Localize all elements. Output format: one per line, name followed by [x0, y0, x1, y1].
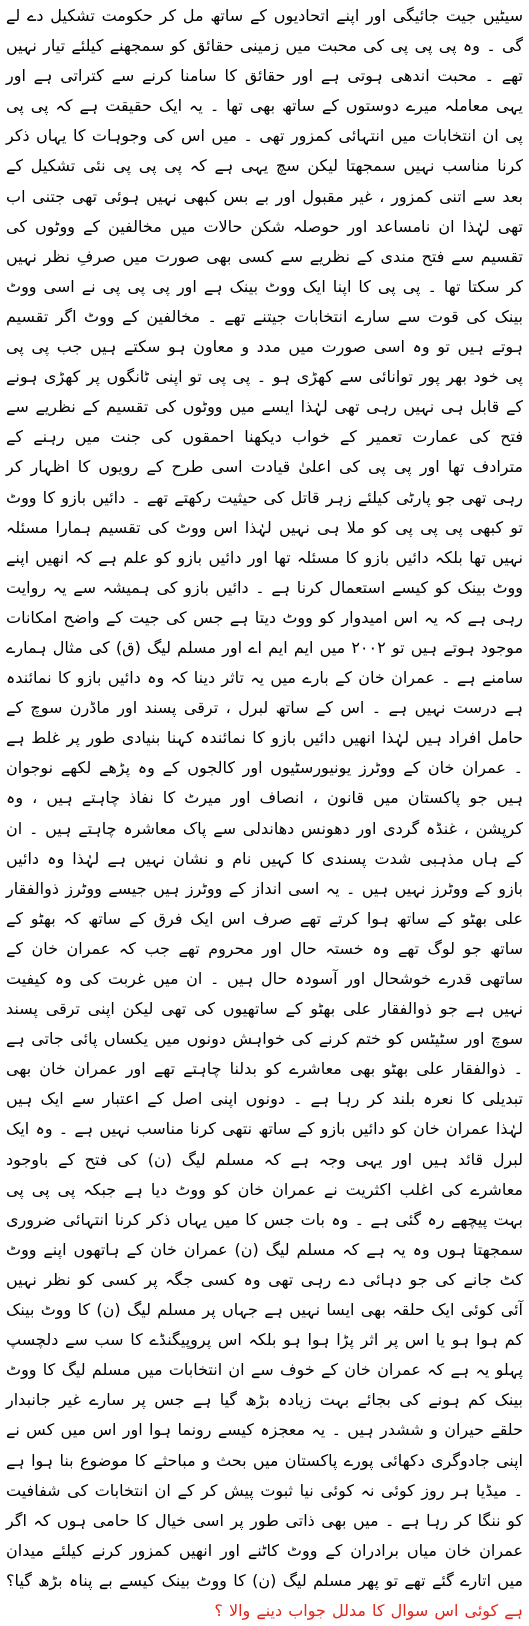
article-text: [6, 0, 523, 1626]
article-body: سیٹیں جیت جائیگی اور اپنے اتحادیوں کے ساتھ مل کر حکومت تشکیل دے لے گی ۔ وہ پی پی پی کی محبت میں زمینی حقائق کو سمجھنے کیلئے تیار نہیں تھے ۔ محبت اندھی ہوتی ہے اور حقائق کا سامنا کرنے سے کتراتی ہے اور یہی معاملہ میرے دوستوں کے ساتھ بھی تھا ۔ یہ ایک حقیقت ہے کہ پی پی پی ان انتخابات میں انتہائی کمزور تھی ۔ میں اس کی وجوہات کا یہاں ذکر کرنا مناسب نہیں سمجھتا لیکن سچ یہی ہے کہ پی پی پی نئی تشکیل کے بعد سے اتنی کمزور ، غیر مقبول اور بے بس کبھی نہیں ہوئی تھی جتنی اب تھی لہٰذا ان نامساعد اور حوصلہ شکن حالات میں مخالفین کے ووٹوں کی تقسیم سے فتح مندی کے نظریے سے کسی بھی صورت میں صرفِ نظر نہیں کر سکتا تھا ۔ پی پی کا اپنا ایک ووٹ بینک ہے اور پی پی پی نے اسی ووٹ بینک کی قوت سے سارے انتخابات جیتنے تھے ۔ مخالفین کے ووٹ اگر تقسیم ہوتے ہیں تو وہ اسی صورت میں مدد و معاون ہو سکتے ہیں جب پی پی پی خود بھر پور توانائی سے کھڑی ہو ۔ پی پی تو اپنی ٹانگوں پر کھڑی ہونے کے قابل ہی نہیں رہی تھی لہٰذا ایسے میں ووٹوں کی تقسیم کے نظریے سے فتح کی عمارت تعمیر کے خواب دیکھنا احمقوں کی جنت میں رہنے کے مترادف تھا اور پی پی کی اعلیٰ قیادت اسی طرح کے رویوں کا اظہار کر رہی تھی جو پارٹی کیلئے زہر قاتل کی حیثیت رکھتے تھے ۔ دائیں بازو کا ووٹ تو کبھی پی پی پی کو ملا ہی نہیں لہٰذا اس ووٹ کی تقسیم ہمارا مسئلہ نہیں تھا بلکہ دائیں بازو کا مسئلہ تھا اور دائیں بازو کو علم ہے کہ انھیں اپنے ووٹ بینک کو کیسے استعمال کرنا ہے ۔ دائیں بازو کی ہمیشہ سے یہ روایت رہی ہے کہ یہ اس امیدوار کو ووٹ دیتا ہے جس کی جیت کے واضح امکانات موجود ہوتے ہیں تو ۲۰۰۲ میں ایم ایم اے اور مسلم لیگ (ق) کی مثال ہمارے سامنے ہے ۔ عمران خان کے بارے میں یہ تاثر دینا کہ وہ دائیں بازو کا نمائندہ ہے درست نہیں ہے ۔ اس کے ساتھ لبرل ، ترقی پسند اور ماڈرن سوچ کے حامل افراد ہیں لہٰذا انھیں دائیں بازو کا نمائندہ کہنا بنیادی طور پر غلط ہے ۔ عمران خان کے ووٹرز یونیورسٹیوں اور کالجوں کے وہ پڑھے لکھے نوجوان ہیں جو پاکستان میں قانون ، انصاف اور میرٹ کا نفاذ چاہتے ہیں ، وہ کرپشن ، غنڈہ گردی اور دھونس دھاندلی سے پاک معاشرہ چاہتے ہیں ۔ ان کے ہاں مذہبی شدت پسندی کا کہیں نام و نشان نہیں ہے لہٰذا وہ دائیں بازو کے ووٹرز نہیں ہیں ۔ یہ اسی انداز کے ووٹرز ہیں جیسے ووٹرز ذوالفقار علی بھٹو کے ساتھ ہوا کرتے تھے صرف اس ایک فرق کے ساتھ کہ بھٹو کے ساتھ جو لوگ تھے وہ خستہ حال اور محروم تھے جب کہ عمران خان کے ساتھی قدرے خوشحال اور آسودہ حال ہیں ۔ ان میں غربت کی وہ کیفیت نہیں ہے جو ذوالفقار علی بھٹو کے ساتھیوں کی تھی لیکن اپنی ترقی پسند سوچ اور سٹیٹس کو ختم کرنے کی خواہش دونوں میں یکساں پائی جاتی ہے ۔ ذوالفقار علی بھٹو بھی معاشرے کو بدلنا چاہتے تھے اور عمران خان بھی تبدیلی کا نعرہ بلند کر رہا ہے ۔ دونوں اپنی اصل کے اعتبار سے ایک ہیں لہٰذا عمران خان کو دائیں بازو کے ساتھ نتھی کرنا مناسب نہیں ہے ۔ وہ ایک لبرل قائد ہیں اور یہی وجہ ہے کہ مسلم لیگ (ن) کی فتح کے باوجود معاشرے کی اغلب اکثریت نے عمران خان کو ووٹ دیا ہے جبکہ پی پی پی بہت پیچھے رہ گئی ہے ۔ وہ بات جس کا میں یہاں ذکر کرنا انتہائی ضروری سمجھتا ہوں وہ یہ ہے کہ مسلم لیگ (ن) عمران خان کے ہاتھوں اپنے ووٹ کٹ جانے کی جو دہائی دے رہی تھی وہ کسی جگہ پر کسی کو نظر نہیں آئی کوئی ایک حلقہ بھی ایسا نہیں ہے جہاں پر مسلم لیگ (ن) کا ووٹ بینک کم ہوا ہو یا اس پر اثر پڑا ہوا ہو بلکہ اس پروپیگنڈے کا سب سے دلچسپ پہلو یہ ہے کہ عمران خان کے خوف سے ان انتخابات میں مسلم لیگ کا ووٹ بینک کم ہونے کی بجائے بہت زیادہ بڑھ گیا ہے جس پر سارے غیر جانبدار حلقے حیران و ششدر ہیں ۔ یہ معجزہ کیسے رونما ہوا اور اس میں کس نے اپنی جادوگری دکھائی پورے پاکستان میں بحث و مباحثے کا موضوع بنا ہوا ہے ۔ میڈیا ہر روز کوئی نہ کوئی نیا ثبوت پیش کر کے ان انتخابات کی شفافیت کو ننگا کر رہا ہے ۔ میں بھی ذاتی طور پر اسی خیال کا حامی ہوں کہ اگر عمران خان میاں برادران کے ووٹ کاٹنے اور انھیں کمزور کرنے کیلئے میدان میں اتارے گئے تھے تو پھر مسلم لیگ (ن) کا ووٹ بینک کیسے بے پناہ بڑھ گیا؟: [6, 6, 524, 1590]
closing-question: ہے کوئی اس سوال کا مدلل جواب دینے والا ؟: [214, 1600, 523, 1620]
